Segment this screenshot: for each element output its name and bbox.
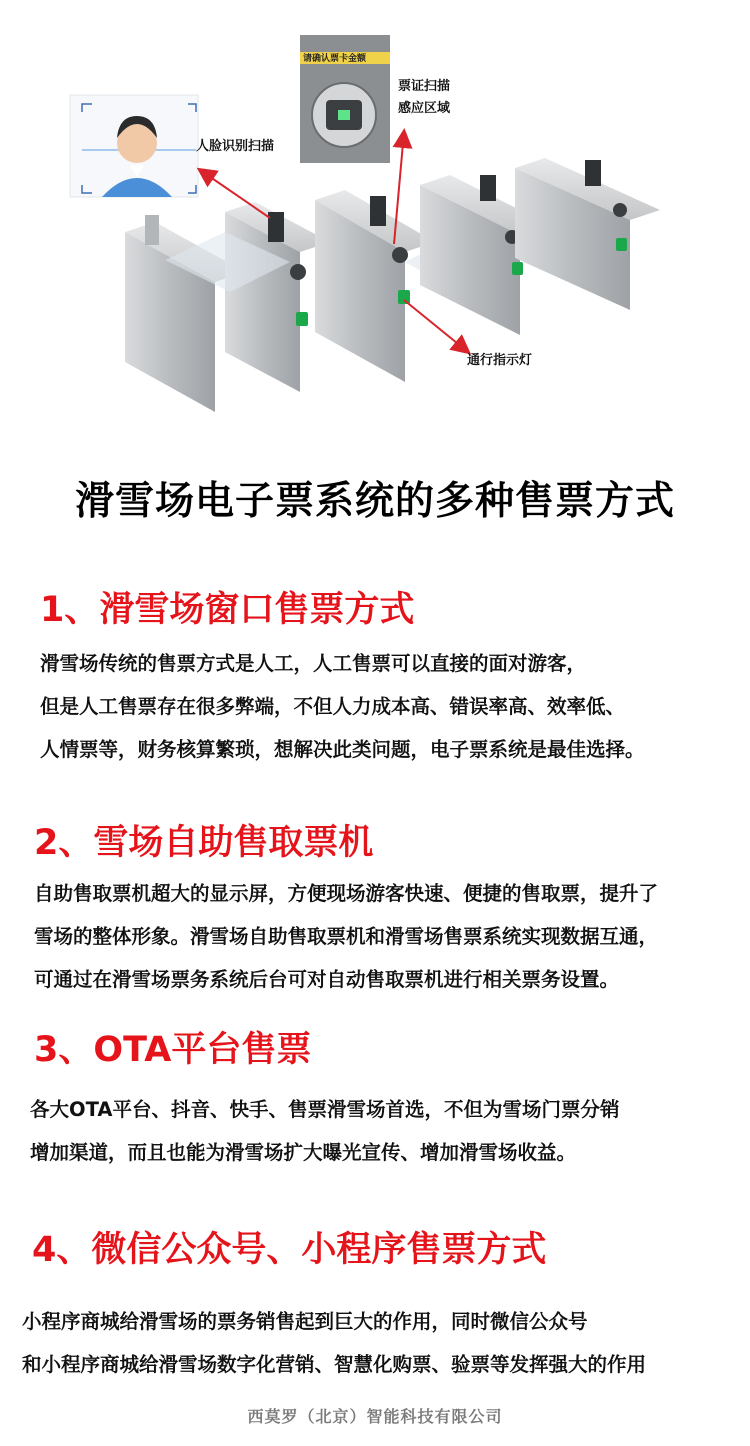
label-ticket-scan-2: 感应区域 (398, 101, 451, 116)
section-2-line-1: 自助售取票机超大的显示屏，方便现场游客快速、便捷的售取票，提升了 (34, 882, 659, 905)
section-4-heading: 4、微信公众号、小程序售票方式 (32, 1230, 547, 1270)
indicator-light-icon (616, 238, 627, 251)
section-2-line-2: 雪场的整体形象。滑雪场自助售取票机和滑雪场售票系统实现数据互通， (34, 925, 659, 948)
label-face-scan: 人脸识别扫描 (196, 139, 275, 154)
section-1-heading: 1、滑雪场窗口售票方式 (40, 590, 415, 630)
section-1-text (40, 642, 645, 771)
section-4-text (22, 1300, 646, 1386)
section-3-heading: 3、OTA平台售票 (34, 1030, 312, 1070)
company-footer: 西莫罗（北京）智能科技有限公司 (247, 1407, 503, 1426)
face-scan-frame (70, 95, 198, 197)
label-indicator-light: 通行指示灯 (467, 353, 533, 368)
section-2-text (34, 872, 658, 1001)
section-1-line-1: 滑雪场传统的售票方式是人工，人工售票可以直接的面对游客， (40, 652, 587, 675)
section-2-heading: 2、雪场自助售取票机 (34, 823, 374, 863)
turnstile-illustration (0, 0, 750, 440)
arrow-light (404, 300, 468, 352)
indicator-light-icon (512, 262, 523, 275)
section-3-line-2: 增加渠道，而且也能为滑雪场扩大曝光宣传、增加滑雪场收益。 (30, 1141, 577, 1164)
ticket-scan-photo (300, 35, 390, 163)
section-3-line-1: 各大OTA平台、抖音、快手、售票滑雪场首选，不但为雪场门票分销 (30, 1098, 620, 1121)
indicator-light-icon (398, 290, 410, 304)
section-4-line-1: 小程序商城给滑雪场的票务销售起到巨大的作用，同时微信公众号 (22, 1310, 588, 1333)
section-4-line-2: 和小程序商城给滑雪场数字化营销、智慧化购票、验票等发挥强大的作用 (22, 1353, 647, 1376)
section-2-line-3: 可通过在滑雪场票务系统后台可对自动售取票机进行相关票务设置。 (34, 968, 620, 991)
label-ticket-scan-1: 票证扫描 (398, 79, 451, 94)
section-1-line-2: 但是人工售票存在很多弊端，不但人力成本高、错误率高、效率低、 (40, 695, 626, 718)
indicator-light-icon (296, 312, 308, 326)
section-3-text (30, 1088, 619, 1174)
page-title: 滑雪场电子票系统的多种售票方式 (74, 479, 675, 524)
turnstile-bank (125, 158, 660, 412)
panel-text: 请确认票卡金额 (303, 54, 367, 64)
section-1-line-3: 人情票等，财务核算繁琐，想解决此类问题，电子票系统是最佳选择。 (40, 738, 645, 761)
